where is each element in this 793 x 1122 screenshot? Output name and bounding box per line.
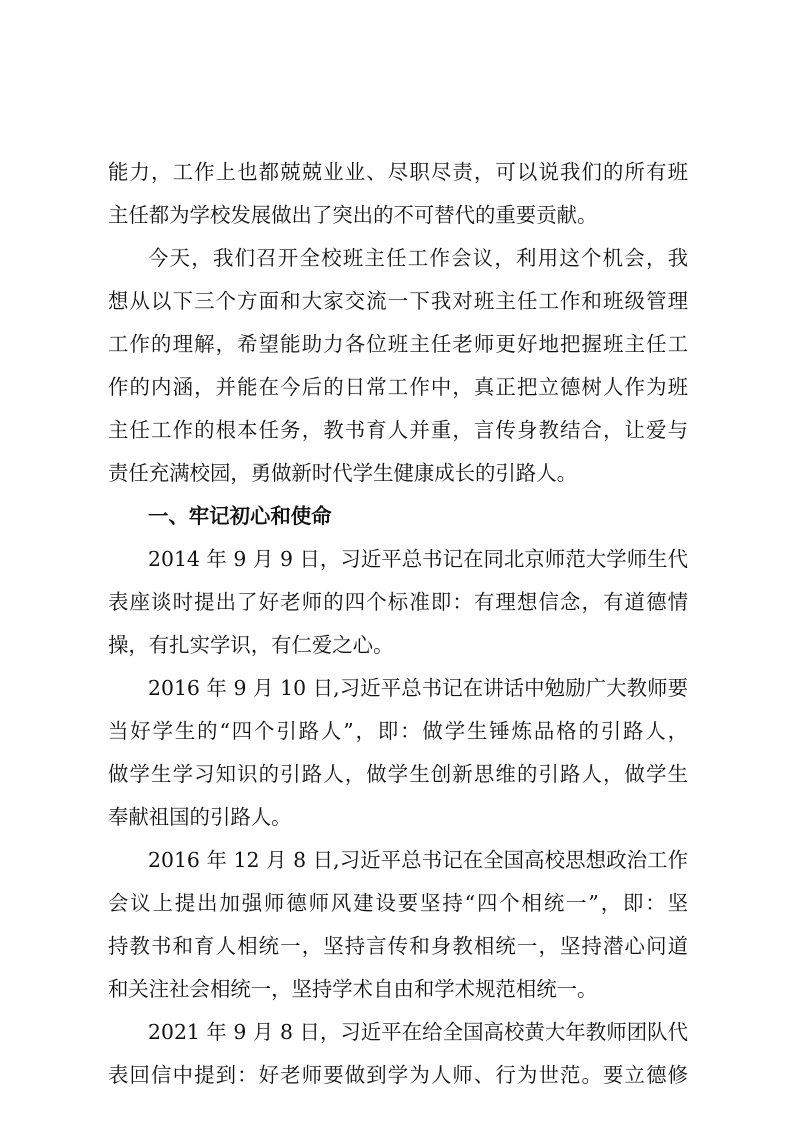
paragraph-line: 当好学生的“四个引路人”，即：做学生锤炼品格的引路人，	[108, 719, 688, 743]
paragraph-line: 操，有扎实学识，有仁爱之心。	[108, 633, 394, 657]
paragraph-line: 责任充满校园，勇做新时代学生健康成长的引路人。	[108, 461, 577, 485]
paragraph-line: 2014 年 9 月 9 日，习近平总书记在同北京师范大学师生代	[148, 547, 688, 571]
paragraph-line: 主任都为学校发展做出了突出的不可替代的重要贡献。	[108, 203, 598, 227]
paragraph-line: 持教书和育人相统一，坚持言传和身教相统一，坚持潜心问道	[108, 934, 688, 958]
paragraph-line: 作的内涵，并能在今后的日常工作中，真正把立德树人作为班	[108, 375, 688, 399]
section-heading: 一、牢记初心和使命	[148, 504, 332, 528]
paragraph-line: 工作的理解，希望能助力各位班主任老师更好地把握班主任工	[108, 332, 688, 356]
paragraph-line: 和关注社会相统一，坚持学术自由和学术规范相统一。	[108, 977, 598, 1001]
paragraph-line: 2021 年 9 月 8 日，习近平在给全国高校黄大年教师团队代	[148, 1020, 688, 1044]
paragraph-line: 表回信中提到：好老师要做到学为人师、行为世范。要立德修	[108, 1063, 688, 1087]
paragraph-line: 2016 年 12 月 8 日,习近平总书记在全国高校思想政治工作	[148, 848, 688, 872]
paragraph-line: 能力，工作上也都兢兢业业、尽职尽责，可以说我们的所有班	[108, 160, 688, 184]
paragraph-line: 奉献祖国的引路人。	[108, 805, 292, 829]
paragraph-line: 做学生学习知识的引路人，做学生创新思维的引路人，做学生	[108, 762, 688, 786]
paragraph-line: 会议上提出加强师德师风建设要坚持“四个相统一”，即：坚	[108, 891, 688, 915]
paragraph-line: 想从以下三个方面和大家交流一下我对班主任工作和班级管理	[108, 289, 688, 313]
paragraph-line: 表座谈时提出了好老师的四个标准即：有理想信念，有道德情	[108, 590, 688, 614]
paragraph-line: 主任工作的根本任务，教书育人并重，言传身教结合，让爱与	[108, 418, 688, 442]
paragraph-line: 2016 年 9 月 10 日,习近平总书记在讲话中勉励广大教师要	[148, 676, 688, 700]
paragraph-line: 今天，我们召开全校班主任工作会议，利用这个机会，我	[148, 246, 688, 270]
